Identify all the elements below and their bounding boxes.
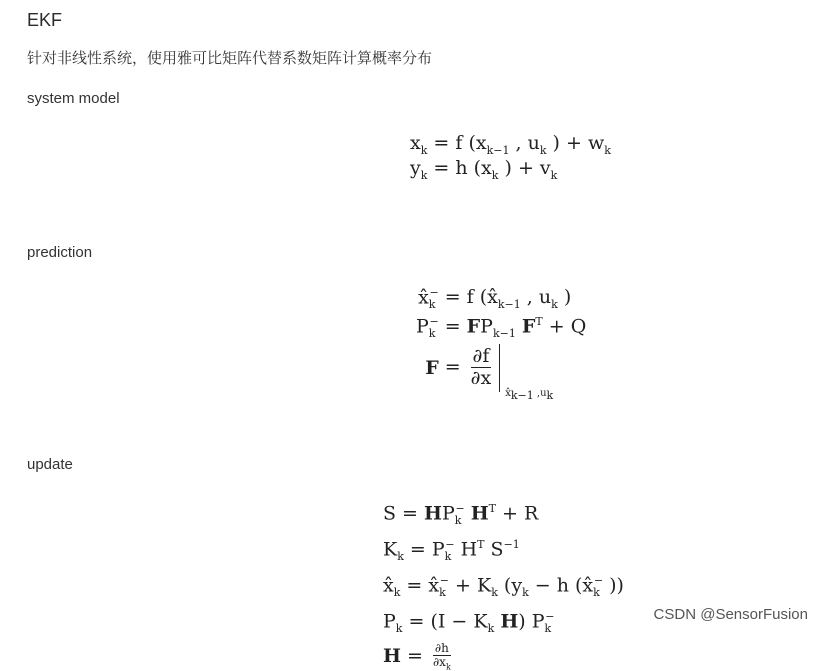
eq-kalman-gain: $K_k = P_k^-$ $H^T$ $S^{-1}$: [383, 533, 624, 569]
eq-jacobian-f-rhs: = $\frac{\partial f}{\partial x}$ $x̂_{k-1}$ $,u_k$: [445, 344, 587, 392]
eq-jacobian-h: H = $\frac{\partial h}{\partial x_k}$: [383, 642, 624, 671]
eq-yk-lhs: $y_k$: [410, 157, 427, 182]
section-label-prediction: prediction: [27, 244, 92, 261]
eq-xhat-pred-lhs: $x̂_k^-$: [416, 286, 439, 311]
page-title: EKF: [27, 10, 62, 31]
watermark: CSDN @SensorFusion: [654, 606, 808, 623]
section-label-system-model: system model: [27, 90, 120, 107]
eq-cov-update: $P_k = (I - K_k$ H) $P_k^-$: [383, 605, 624, 641]
eq-innovation-cov: $S = HP_k^-$ $H^T + R$: [383, 497, 624, 533]
eq-state-update: $x̂_k$ = $x̂_k^- + K_k$ ($y_k - h$ ($x̂_k^-$ )): [383, 569, 624, 605]
eq-xk-lhs: $x_k$: [410, 132, 427, 157]
system-model-equations: [410, 132, 611, 182]
eq-p-pred-lhs: $P_k^-$: [416, 315, 439, 340]
prediction-equations: [416, 286, 586, 392]
eq-jacobian-f-lhs: F: [416, 357, 439, 379]
eq-xk-rhs: = f ($x_{k-1}$ , $u_k$ ) + $w_k$: [433, 132, 610, 157]
section-label-update: update: [27, 456, 73, 473]
eq-yk-rhs: = h ($x_k$ ) + $v_k$: [433, 157, 610, 182]
update-equations: [383, 497, 624, 671]
eq-xhat-pred-rhs: = f ($x̂_{k-1}$ , $u_k$ ): [445, 286, 587, 311]
eq-p-pred-rhs: = $FP_{k-1}$ $F^T + Q$: [445, 315, 587, 340]
subtitle: 针对非线性系统，使用雅可比矩阵代替系数矩阵计算概率分布: [27, 47, 432, 68]
